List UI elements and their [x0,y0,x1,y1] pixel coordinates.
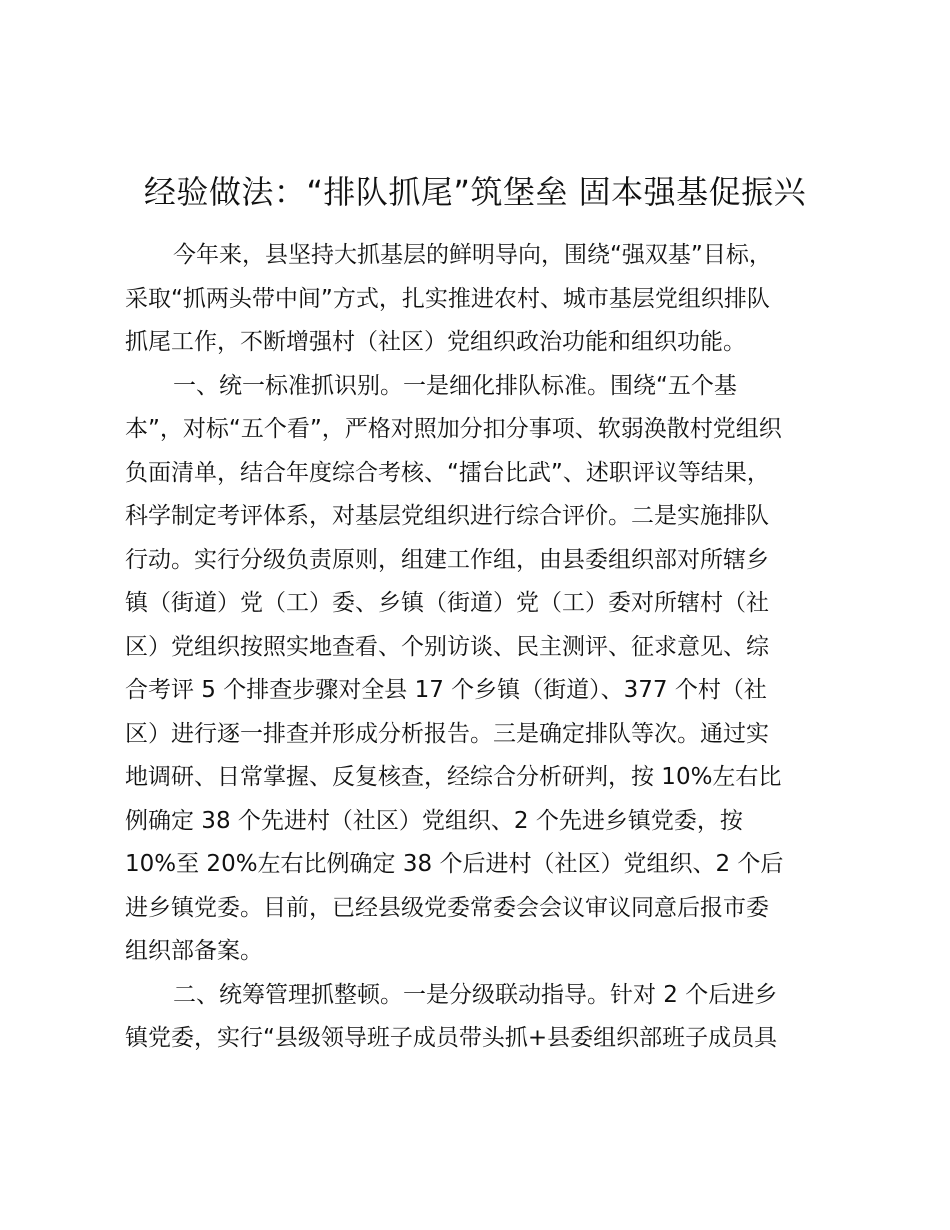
body-line: 负面清单，结合年度综合考核、“擂台比武”、述职评议等结果， [125,459,770,486]
document-title: 经验做法：“排队抓尾”筑堡垒 固本强基促振兴 [143,173,807,211]
body-line: 科学制定考评体系，对基层党组织进行综合评价。二是实施排队 [125,503,769,529]
body-line: 地调研、日常掌握、反复核查，经综合分析研判，按 10%左右比 [125,764,782,790]
body-line: 今年来，县坚持大抓基层的鲜明导向，围绕“强双基”目标， [173,242,772,268]
body-line: 例确定 38 个先进村（社区）党组织、2 个先进乡镇党委，按 [125,807,743,834]
body-line: 一、统一标准抓识别。一是细化排队标准。围绕“五个基 [173,372,737,399]
body-line: 组织部备案。 [125,938,263,964]
body-line: 镇党委，实行“县级领导班子成员带头抓+县委组织部班子成员具 [125,1025,778,1051]
document-body [125,234,837,1061]
body-line: 本”，对标“五个看”，严格对照加分扣分事项、软弱涣散村党组织 [125,416,782,442]
body-line: 合考评 5 个排查步骤对全县 17 个乡镇（街道）、377 个村（社 [125,677,767,703]
body-line: 采取“抓两头带中间”方式，扎实推进农村、城市基层党组织排队 [125,285,770,312]
body-line: 区）党组织按照实地查看、个别访谈、民主测评、征求意见、综 [125,633,769,660]
body-line: 抓尾工作，不断增强村（社区）党组织政治功能和组织功能。 [125,329,746,355]
body-line: 行动。实行分级负责原则，组建工作组，由县委组织部对所辖乡 [125,546,769,573]
body-line: 区）进行逐一排查并形成分析报告。三是确定排队等次。通过实 [125,720,769,747]
body-line: 镇（街道）党（工）委、乡镇（街道）党（工）委对所辖村（社 [125,590,769,616]
body-line: 进乡镇党委。目前，已经县级党委常委会会议审议同意后报市委 [125,894,769,921]
body-line: 10%至 20%左右比例确定 38 个后进村（社区）党组织、2 个后 [125,851,784,877]
body-line: 二、统筹管理抓整顿。一是分级联动指导。针对 2 个后进乡 [173,981,778,1008]
